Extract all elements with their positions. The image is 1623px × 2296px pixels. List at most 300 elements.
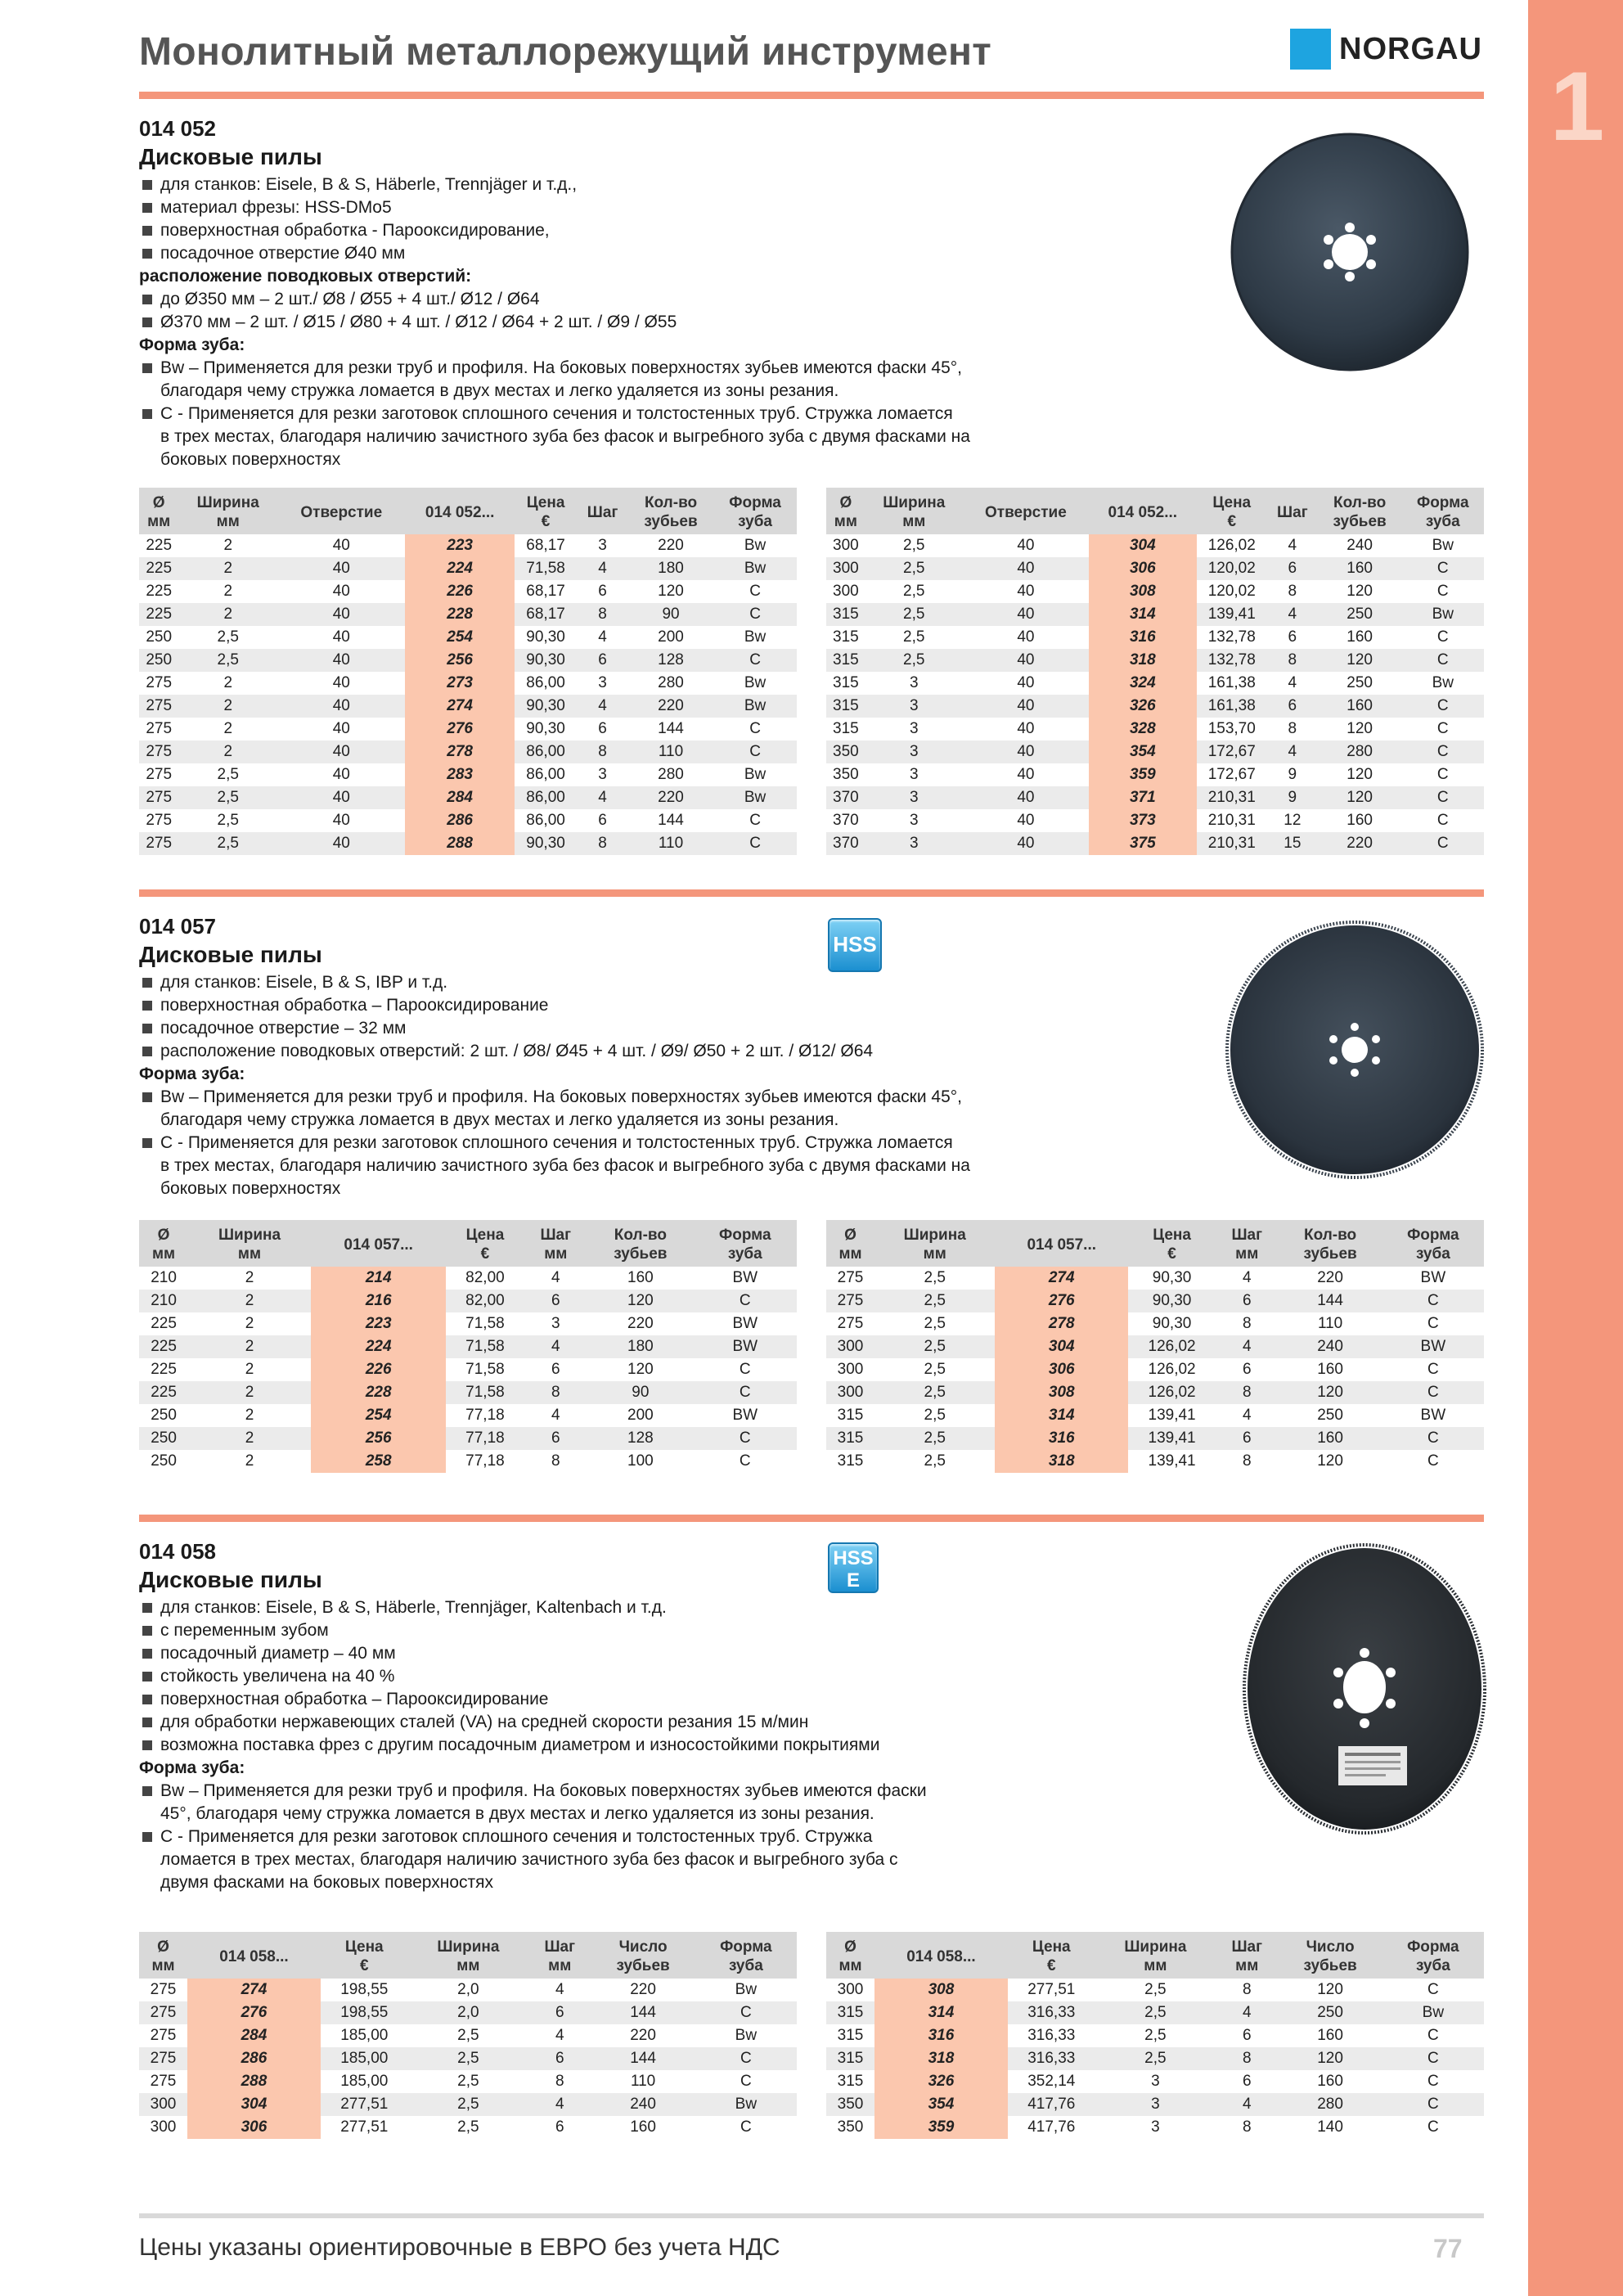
- table-cell: 2,0: [457, 1981, 479, 1998]
- table-cell: 40: [332, 766, 350, 783]
- article-code-cell: 288: [405, 832, 514, 855]
- header-text: Форма: [1407, 1227, 1459, 1244]
- table-cell: 315: [833, 720, 859, 737]
- table-cell: 2,5: [457, 2118, 479, 2136]
- table-cell: 120: [1317, 1981, 1343, 1998]
- table-cell: 68,17: [515, 603, 577, 626]
- table-cell: 144: [591, 2047, 695, 2070]
- table-cell: 300: [826, 557, 865, 580]
- table-cell: 4: [1242, 1407, 1252, 1424]
- line-text: с переменным зубом: [160, 1621, 329, 1640]
- header-text: мм: [923, 1245, 946, 1263]
- header-text: 014 057...: [1027, 1236, 1097, 1254]
- line-text: Bw – Применяется для резки труб и профиля. На боковых поверхностях зубьев имеются фаски 45°,: [160, 1087, 962, 1106]
- brand-logo: [1290, 28, 1482, 70]
- article-code-cell: 254: [311, 1404, 447, 1427]
- table-row: [826, 763, 1484, 786]
- header-text: €: [1167, 1245, 1176, 1263]
- table-cell: 2: [178, 741, 277, 763]
- table-cell: 2: [188, 1381, 311, 1404]
- header-text: Кол-во: [1333, 494, 1387, 511]
- line-text: Форма зуба:: [139, 1758, 245, 1777]
- table-row: [826, 649, 1484, 672]
- table-cell: C: [1402, 557, 1484, 580]
- table-cell: 210: [139, 1290, 188, 1312]
- table-cell: 300: [826, 1335, 874, 1358]
- table-cell: 417,76: [1008, 2093, 1095, 2116]
- table-cell: 315: [837, 2027, 864, 2044]
- line-text: благодаря чему стружка ломается в двух местах и легко удаляется из зоны резания.: [160, 381, 839, 400]
- table-cell: BW: [1420, 1407, 1446, 1424]
- table-cell: C: [749, 583, 761, 600]
- chapter-strip: [1523, 0, 1623, 2296]
- line-text: материал фрезы: HSS-DMo5: [160, 198, 392, 217]
- table-cell: 250: [1318, 603, 1402, 626]
- header-text: 014 057...: [344, 1236, 413, 1254]
- table-cell: 300: [833, 583, 859, 600]
- table-cell: 40: [332, 583, 350, 600]
- column-header: [694, 1220, 797, 1267]
- header-text: 014 058...: [219, 1947, 289, 1965]
- table-row: [139, 626, 797, 649]
- table-cell: 2,5: [178, 832, 277, 855]
- table-cell: 40: [277, 832, 405, 855]
- article-code-cell: 318: [874, 2047, 1008, 2070]
- bullet-square-icon: [142, 1695, 152, 1704]
- article-code-cell: 224: [311, 1335, 447, 1358]
- header-text: Кол-во: [1304, 1227, 1357, 1244]
- table-row: [826, 626, 1484, 649]
- table-cell: 2,5: [865, 603, 963, 626]
- line-text: поверхностная обработка - Парооксидирование,: [160, 221, 550, 240]
- table-cell: 180: [587, 1335, 693, 1358]
- header-text: мм: [216, 513, 240, 530]
- badge-label: HSS: [833, 932, 877, 957]
- table-cell: 8: [1288, 720, 1297, 737]
- table-cell: 90,30: [515, 649, 577, 672]
- header-text: Ø: [152, 494, 165, 511]
- table-cell: 2: [245, 1452, 254, 1470]
- table-cell: 2,5: [874, 1427, 995, 1450]
- table-cell: 2: [178, 603, 277, 626]
- table-cell: C: [1436, 812, 1449, 829]
- table-cell: 280: [1318, 741, 1402, 763]
- table-cell: 86,00: [526, 766, 565, 783]
- header-text: Шаг: [1231, 1938, 1263, 1956]
- table-cell: 250: [151, 1407, 177, 1424]
- table-cell: 316,33: [1027, 2027, 1076, 2044]
- bullet-square-icon: [142, 1626, 152, 1636]
- table-cell: 6: [528, 2001, 591, 2024]
- column-header: [1008, 1932, 1095, 1979]
- table-cell: C: [1382, 1381, 1484, 1404]
- table-cell: 220: [627, 1315, 654, 1332]
- header-text: Цена: [526, 494, 565, 511]
- table-cell: C: [694, 1381, 797, 1404]
- saw-blade-image: [1242, 1542, 1487, 1836]
- article-code-cell: 308: [874, 1979, 1008, 2001]
- bullet-square-icon: [142, 1786, 152, 1796]
- table-row: [826, 1404, 1484, 1427]
- table-cell: C: [1427, 2027, 1439, 2044]
- table-cell: 161,38: [1197, 695, 1267, 718]
- table-cell: C: [1402, 741, 1484, 763]
- table-cell: Bw: [744, 628, 767, 646]
- table-cell: 275: [139, 2001, 187, 2024]
- table-cell: 40: [963, 786, 1089, 809]
- line-text: Bw – Применяется для резки труб и профиля. На боковых поверхностях зубьев имеются фаски 45°,: [160, 358, 962, 377]
- table-row: [139, 763, 797, 786]
- table-cell: 200: [658, 628, 684, 646]
- header-text: Форма: [1416, 494, 1469, 511]
- table-header-row: [826, 1932, 1484, 1979]
- table-cell: 2,5: [903, 583, 925, 600]
- column-header: [826, 488, 865, 534]
- table-cell: 40: [277, 649, 405, 672]
- header-text: Число: [618, 1938, 668, 1956]
- table-cell: 4: [555, 1981, 564, 1998]
- table-row: [826, 1267, 1484, 1290]
- table-cell: 160: [1317, 1361, 1343, 1378]
- header-text: зубьев: [1333, 513, 1387, 530]
- column-header: [405, 488, 514, 534]
- table-row: [826, 741, 1484, 763]
- table-cell: 225: [139, 603, 178, 626]
- table-row: [139, 695, 797, 718]
- header-text: Ø: [844, 1938, 856, 1956]
- column-header: [311, 1220, 447, 1267]
- table-cell: 315: [826, 1427, 874, 1450]
- header-text: зуба: [728, 1957, 763, 1974]
- header-rule: [139, 92, 1484, 99]
- article-code-cell: 375: [1089, 832, 1197, 855]
- column-header: [826, 1932, 874, 1979]
- column-header: [188, 1220, 311, 1267]
- table-cell: 71,58: [515, 557, 577, 580]
- line-text: боковых поверхностях: [160, 1179, 341, 1198]
- table-cell: 144: [658, 812, 684, 829]
- table-row: [139, 1290, 797, 1312]
- bullet-square-icon: [142, 409, 152, 419]
- article-code-cell: 274: [405, 695, 514, 718]
- table-row: [139, 2024, 797, 2047]
- header-text: Шаг: [540, 1227, 572, 1244]
- table-cell: 160: [1318, 695, 1402, 718]
- header-text: Шаг: [587, 503, 618, 521]
- table-cell: 300: [150, 2118, 177, 2136]
- table-cell: 210,31: [1207, 812, 1256, 829]
- table-cell: 128: [587, 1427, 693, 1450]
- column-header: [277, 488, 405, 534]
- line-text: двумя фасками на боковых поверхностях: [160, 1873, 494, 1892]
- section-title: Дисковые пилы: [139, 942, 322, 967]
- table-cell: 240: [591, 2093, 695, 2116]
- table-cell: C: [1427, 1452, 1439, 1470]
- table-cell: 9: [1267, 786, 1318, 809]
- table-row: [139, 649, 797, 672]
- table-cell: 225: [139, 1381, 188, 1404]
- column-header: [1267, 488, 1318, 534]
- table-cell: C: [740, 2073, 752, 2090]
- line-text: C - Применяется для резки заготовок сплошного сечения и толстостенных труб. Стружка ломается: [160, 1133, 953, 1152]
- table-cell: 4: [1242, 1269, 1252, 1286]
- column-header: [874, 1220, 995, 1267]
- header-text: Ширина: [218, 1227, 281, 1244]
- article-code-cell: 304: [187, 2093, 321, 2116]
- column-header: [1402, 488, 1484, 534]
- table-cell: 4: [524, 1335, 587, 1358]
- table-cell: 275: [146, 812, 173, 829]
- bullet-square-icon: [142, 1717, 152, 1727]
- header-text: €: [359, 1957, 369, 1974]
- table-cell: 144: [1278, 1290, 1382, 1312]
- table-cell: 120: [1278, 1381, 1382, 1404]
- article-code-cell: 286: [405, 809, 514, 832]
- header-text: Ширина: [1124, 1938, 1187, 1956]
- table-cell: 90: [587, 1381, 693, 1404]
- line-text: Форма зуба:: [139, 335, 245, 354]
- table-cell: 8: [577, 832, 628, 855]
- table-row: [826, 695, 1484, 718]
- table-cell: C: [695, 2047, 797, 2070]
- table-cell: 250: [1278, 2001, 1382, 2024]
- header-text: зубьев: [1303, 1957, 1357, 1974]
- table-cell: 220: [630, 2027, 656, 2044]
- table-cell: C: [1427, 2073, 1439, 2090]
- header-text: зубьев: [644, 513, 698, 530]
- table-row: [139, 2116, 797, 2139]
- table-cell: 4: [577, 695, 628, 718]
- bullet-square-icon: [142, 1603, 152, 1613]
- section-rule: [139, 1515, 1484, 1522]
- bullet-continuation: [139, 1177, 1484, 1200]
- table-cell: 160: [630, 2118, 656, 2136]
- table-cell: 2,5: [1095, 2001, 1216, 2024]
- table-cell: 40: [332, 720, 350, 737]
- table-row: [139, 718, 797, 741]
- table-row: [139, 1450, 797, 1473]
- table-cell: 3: [865, 695, 963, 718]
- table-cell: 126,02: [1207, 537, 1256, 554]
- header-text: мм: [838, 1957, 862, 1974]
- article-code-cell: 326: [874, 2070, 1008, 2093]
- bullet-square-icon: [142, 203, 152, 213]
- table-cell: 6: [598, 720, 607, 737]
- table-cell: 4: [598, 628, 607, 646]
- table-cell: 2,5: [217, 628, 239, 646]
- article-code-cell: 276: [995, 1290, 1128, 1312]
- table-cell: 220: [630, 1981, 656, 1998]
- table-cell: 275: [139, 832, 178, 855]
- table-cell: 8: [555, 2073, 564, 2090]
- line-text: C - Применяется для резки заготовок сплошного сечения и толстостенных труб. Стружка: [160, 1827, 873, 1846]
- article-code-cell: 224: [405, 557, 514, 580]
- header-text: Шаг: [544, 1938, 576, 1956]
- table-cell: 316,33: [1008, 2001, 1095, 2024]
- line-text: благодаря чему стружка ломается в двух местах и легко удаляется из зоны резания.: [160, 1110, 839, 1129]
- table-cell: 40: [963, 603, 1089, 626]
- table-cell: 120: [587, 1290, 693, 1312]
- table-cell: 3: [865, 832, 963, 855]
- article-code-cell: 273: [405, 672, 514, 695]
- line-text: посадочный диаметр – 40 мм: [160, 1644, 396, 1663]
- table-cell: 316,33: [1008, 2047, 1095, 2070]
- table-cell: 225: [139, 557, 178, 580]
- table-cell: 315: [837, 2073, 864, 2090]
- table-cell: 300: [837, 1361, 864, 1378]
- table-cell: 370: [833, 812, 859, 829]
- table-cell: 2: [188, 1427, 311, 1450]
- table-cell: C: [1402, 649, 1484, 672]
- table-cell: C: [1382, 1290, 1484, 1312]
- article-code-cell: 316: [995, 1427, 1128, 1450]
- table-cell: 280: [658, 766, 684, 783]
- column-header: [515, 488, 577, 534]
- table-row: [139, 2001, 797, 2024]
- table-cell: 15: [1267, 832, 1318, 855]
- table-cell: Bw: [744, 766, 767, 783]
- table-cell: 2,5: [457, 2027, 479, 2044]
- table-cell: 120: [1317, 1452, 1343, 1470]
- section-code: 014 052: [139, 116, 216, 141]
- table-header-row: [139, 488, 797, 534]
- table-cell: 2: [245, 1269, 254, 1286]
- table-cell: 280: [1278, 2093, 1382, 2116]
- table-cell: 6: [1242, 1361, 1252, 1378]
- table-cell: 220: [1317, 1269, 1343, 1286]
- table-cell: 275: [146, 766, 173, 783]
- bullet-square-icon: [142, 978, 152, 988]
- table-cell: 139,41: [1148, 1452, 1196, 1470]
- brand-name: NORGAU: [1339, 31, 1482, 66]
- article-code-cell: 276: [405, 718, 514, 741]
- table-cell: 250: [151, 1452, 177, 1470]
- table-cell: 86,00: [515, 741, 577, 763]
- table-cell: 2,5: [178, 786, 277, 809]
- header-text: мм: [1235, 1245, 1259, 1263]
- table-cell: 4: [551, 1269, 560, 1286]
- header-text: Ø: [844, 1227, 856, 1244]
- table-cell: 275: [837, 1315, 864, 1332]
- table-cell: Bw: [713, 695, 797, 718]
- table-row: [139, 2070, 797, 2093]
- table-row: [139, 1267, 797, 1290]
- article-code-cell: 314: [995, 1404, 1128, 1427]
- article-code-cell: 326: [1089, 695, 1197, 718]
- header-text: зуба: [1415, 1245, 1450, 1263]
- table-cell: 6: [598, 583, 607, 600]
- bullet-square-icon: [142, 226, 152, 236]
- article-code-cell: 359: [874, 2116, 1008, 2139]
- table-cell: 90,30: [526, 628, 565, 646]
- column-header: [139, 488, 178, 534]
- column-header: [865, 488, 963, 534]
- table-cell: 315: [826, 2047, 874, 2070]
- table-cell: 2: [188, 1335, 311, 1358]
- table-row: [826, 2001, 1484, 2024]
- table-cell: 71,58: [446, 1335, 524, 1358]
- table-cell: 3: [865, 786, 963, 809]
- article-code-cell: 256: [311, 1427, 447, 1450]
- table-cell: 2,5: [874, 1335, 995, 1358]
- table-cell: 210,31: [1197, 786, 1267, 809]
- table-row: [826, 2024, 1484, 2047]
- bullet-continuation: [139, 448, 1484, 471]
- header-text: зубьев: [614, 1245, 668, 1263]
- line-text: расположение поводковых отверстий: 2 шт. / Ø8/ Ø45 + 4 шт. / Ø9/ Ø50 + 2 шт. / Ø12/ Ø64: [160, 1042, 874, 1060]
- table-cell: 220: [1318, 832, 1402, 855]
- column-header: [178, 488, 277, 534]
- table-cell: 40: [332, 674, 350, 691]
- table-cell: 40: [1017, 766, 1035, 783]
- table-cell: 120: [1347, 583, 1373, 600]
- table-cell: 120: [627, 1361, 654, 1378]
- column-header: [528, 1932, 591, 1979]
- column-header: [187, 1932, 321, 1979]
- table-cell: 275: [150, 1981, 177, 1998]
- table-cell: 2: [188, 1290, 311, 1312]
- article-code-cell: 274: [187, 1979, 321, 2001]
- table-cell: C: [1427, 1315, 1439, 1332]
- header-text: мм: [544, 1245, 568, 1263]
- table-cell: 210: [151, 1269, 177, 1286]
- line-text: для станков: Eisele, B & S, IBP и т.д.: [160, 973, 448, 992]
- table-cell: 2: [245, 1407, 254, 1424]
- header-text: мм: [151, 1245, 176, 1263]
- table-cell: 110: [630, 2073, 656, 2090]
- table-cell: 2,5: [874, 1290, 995, 1312]
- table-cell: 172,67: [1207, 766, 1256, 783]
- table-cell: 315: [826, 603, 865, 626]
- table-cell: 2,5: [924, 1407, 946, 1424]
- article-code-cell: 286: [187, 2047, 321, 2070]
- table-cell: 90,30: [1128, 1290, 1216, 1312]
- table-cell: 6: [528, 2047, 591, 2070]
- article-code-cell: 304: [995, 1335, 1128, 1358]
- table-cell: 144: [658, 720, 684, 737]
- table-row: [139, 786, 797, 809]
- table-cell: C: [740, 2118, 752, 2136]
- table-cell: 40: [963, 741, 1089, 763]
- table-cell: 126,02: [1148, 1361, 1196, 1378]
- hss-badge: [828, 918, 882, 972]
- column-header: [628, 488, 713, 534]
- table-row: [139, 603, 797, 626]
- table-cell: 315: [826, 2001, 874, 2024]
- table-cell: 8: [1242, 1452, 1252, 1470]
- table-cell: 128: [628, 649, 713, 672]
- table-cell: 180: [628, 557, 713, 580]
- table-row: [139, 2047, 797, 2070]
- table-cell: 90,30: [515, 832, 577, 855]
- table-cell: 110: [628, 741, 713, 763]
- table-cell: 4: [1216, 2093, 1278, 2116]
- table-cell: 160: [1317, 2027, 1343, 2044]
- table-cell: 4: [1216, 1335, 1278, 1358]
- table-cell: 40: [1017, 720, 1035, 737]
- table-cell: Bw: [713, 557, 797, 580]
- line-text: расположение поводковых отверстий:: [139, 267, 472, 286]
- table-cell: C: [1402, 832, 1484, 855]
- table-cell: 144: [591, 2001, 695, 2024]
- line-text: до Ø350 мм – 2 шт./ Ø8 / Ø55 + 4 шт./ Ø12 / Ø64: [160, 290, 540, 308]
- table-cell: 185,00: [340, 2073, 389, 2090]
- table-cell: 68,17: [526, 583, 565, 600]
- table-cell: 110: [628, 832, 713, 855]
- table-row: [139, 1335, 797, 1358]
- table-cell: 275: [837, 1269, 864, 1286]
- table-cell: 275: [139, 2047, 187, 2070]
